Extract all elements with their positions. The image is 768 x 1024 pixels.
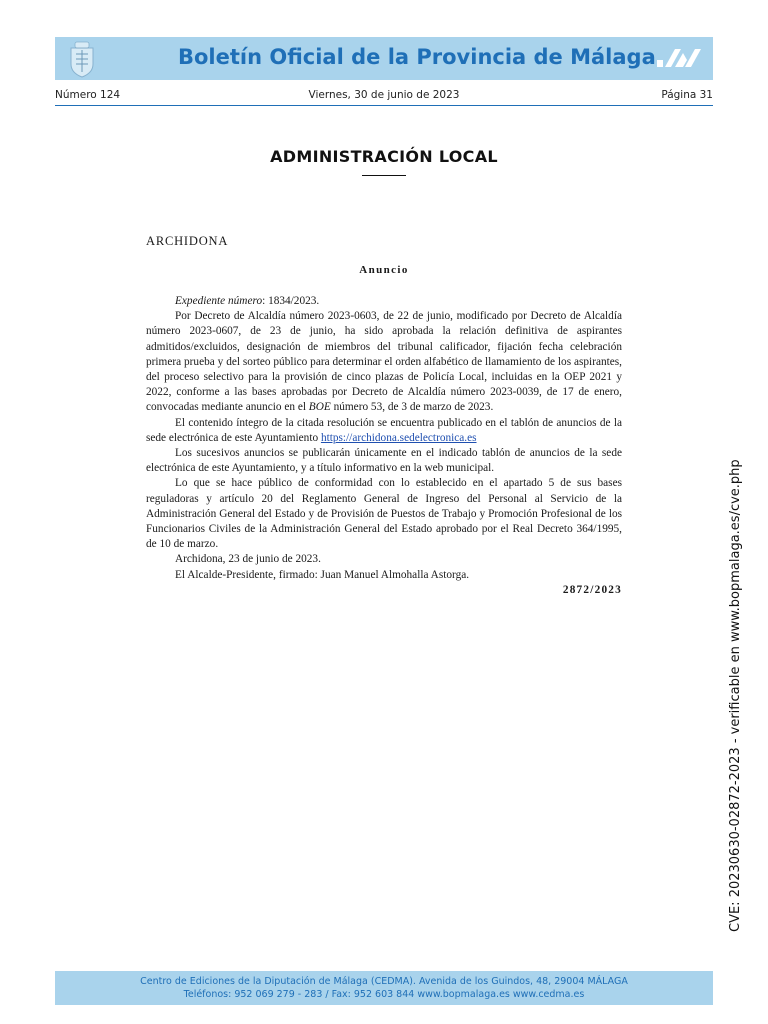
paragraph-2 [146,416,622,446]
section-title: ADMINISTRACIÓN LOCAL [270,147,498,166]
footer-address: Centro de Ediciones de la Diputación de Málaga (CEDMA). Avenida de los Guindos, 48, 29004 MÁLAGA [140,976,628,987]
issue-info-bar [55,87,713,106]
boe-abbrev: BOE [308,401,331,414]
reference-number: 2872/2023 [562,583,622,596]
paragraph-1 [146,309,622,415]
paragraph-1-text: Por Decreto de Alcaldía número 2023-0603, de 22 de junio, modificado por Decreto de Alcaldía número 2023-0607, de 23 de junio, ha sido aprobada la relación definitiva de aspirantes admitidos/excluidos, designación de miembros del tribunal calificador, fijación fecha celebración primera prueba y del sorteo público para determinar el orden alfabético de llamamiento de los aspirantes, del proceso selectivo para la provisión de cinco plazas de Policía Local, incluidas en la OEP 2021 y 2022, conforme a las bases aprobadas por Decreto de Alcaldía número 2023-0039, de 17 de enero, convocadas mediante anuncio en el [146,310,622,414]
cve-verification-note: CVE: 20230630-02872-2023 - verificable en www.bopmalaga.es/cve.php [728,459,743,932]
sede-electronica-link[interactable]: https://archidona.sedelectronica.es [320,431,477,444]
issue-number: Número 124 [55,89,121,101]
paragraph-3: Los sucesivos anuncios se publicarán únicamente en el indicado tablón de anuncios de la sede electrónica de este Ayuntamiento, y a título informativo en la web municipal. [146,447,622,475]
announcement-body [146,294,622,598]
footer-contact: Teléfonos: 952 069 279 - 283 / Fax: 952 603 844 www.bopmalaga.es www.cedma.es [183,989,585,1000]
place-date: Archidona, 23 de junio de 2023. [175,553,321,566]
paragraph-4: Lo que se hace público de conformidad con lo establecido en el apartado 5 de sus bases reguladoras y artículo 20 del Reglamento General de Ingreso del Personal al Servicio de la Administración General del Estado y de Provisión de Puestos de Trabajo y Promoción Profesional de los Funcionarios Civiles de la Administración General del Estado aprobado por el Real Decreto 364/1995, de 10 de marzo. [146,477,622,551]
crest-icon [67,40,97,78]
footer-bar [55,971,713,1005]
municipality-heading: ARCHIDONA [146,234,229,248]
page-number: Página 31 [661,89,713,101]
bulletin-title: Boletín Oficial de la Provincia de Málaga [178,45,656,69]
paragraph-2-text: El contenido íntegro de la citada resolución se encuentra publicado en el tablón de anuncios de la sede electrónica de este Ayuntamiento [146,416,622,444]
document-heading: Anuncio [359,264,409,276]
issue-date: Viernes, 30 de junio de 2023 [308,89,460,101]
paragraph-1-end: número 53, de 3 de marzo de 2023. [330,401,494,414]
expediente-label: Expediente número [175,295,263,307]
signature-line: El Alcalde-Presidente, firmado: Juan Manuel Almohalla Astorga. [175,568,470,581]
expediente-line [146,294,622,309]
header-bar [55,37,713,80]
bop-logo-icon [657,47,701,71]
expediente-value: : 1834/2023. [262,295,320,307]
title-divider [362,175,406,176]
